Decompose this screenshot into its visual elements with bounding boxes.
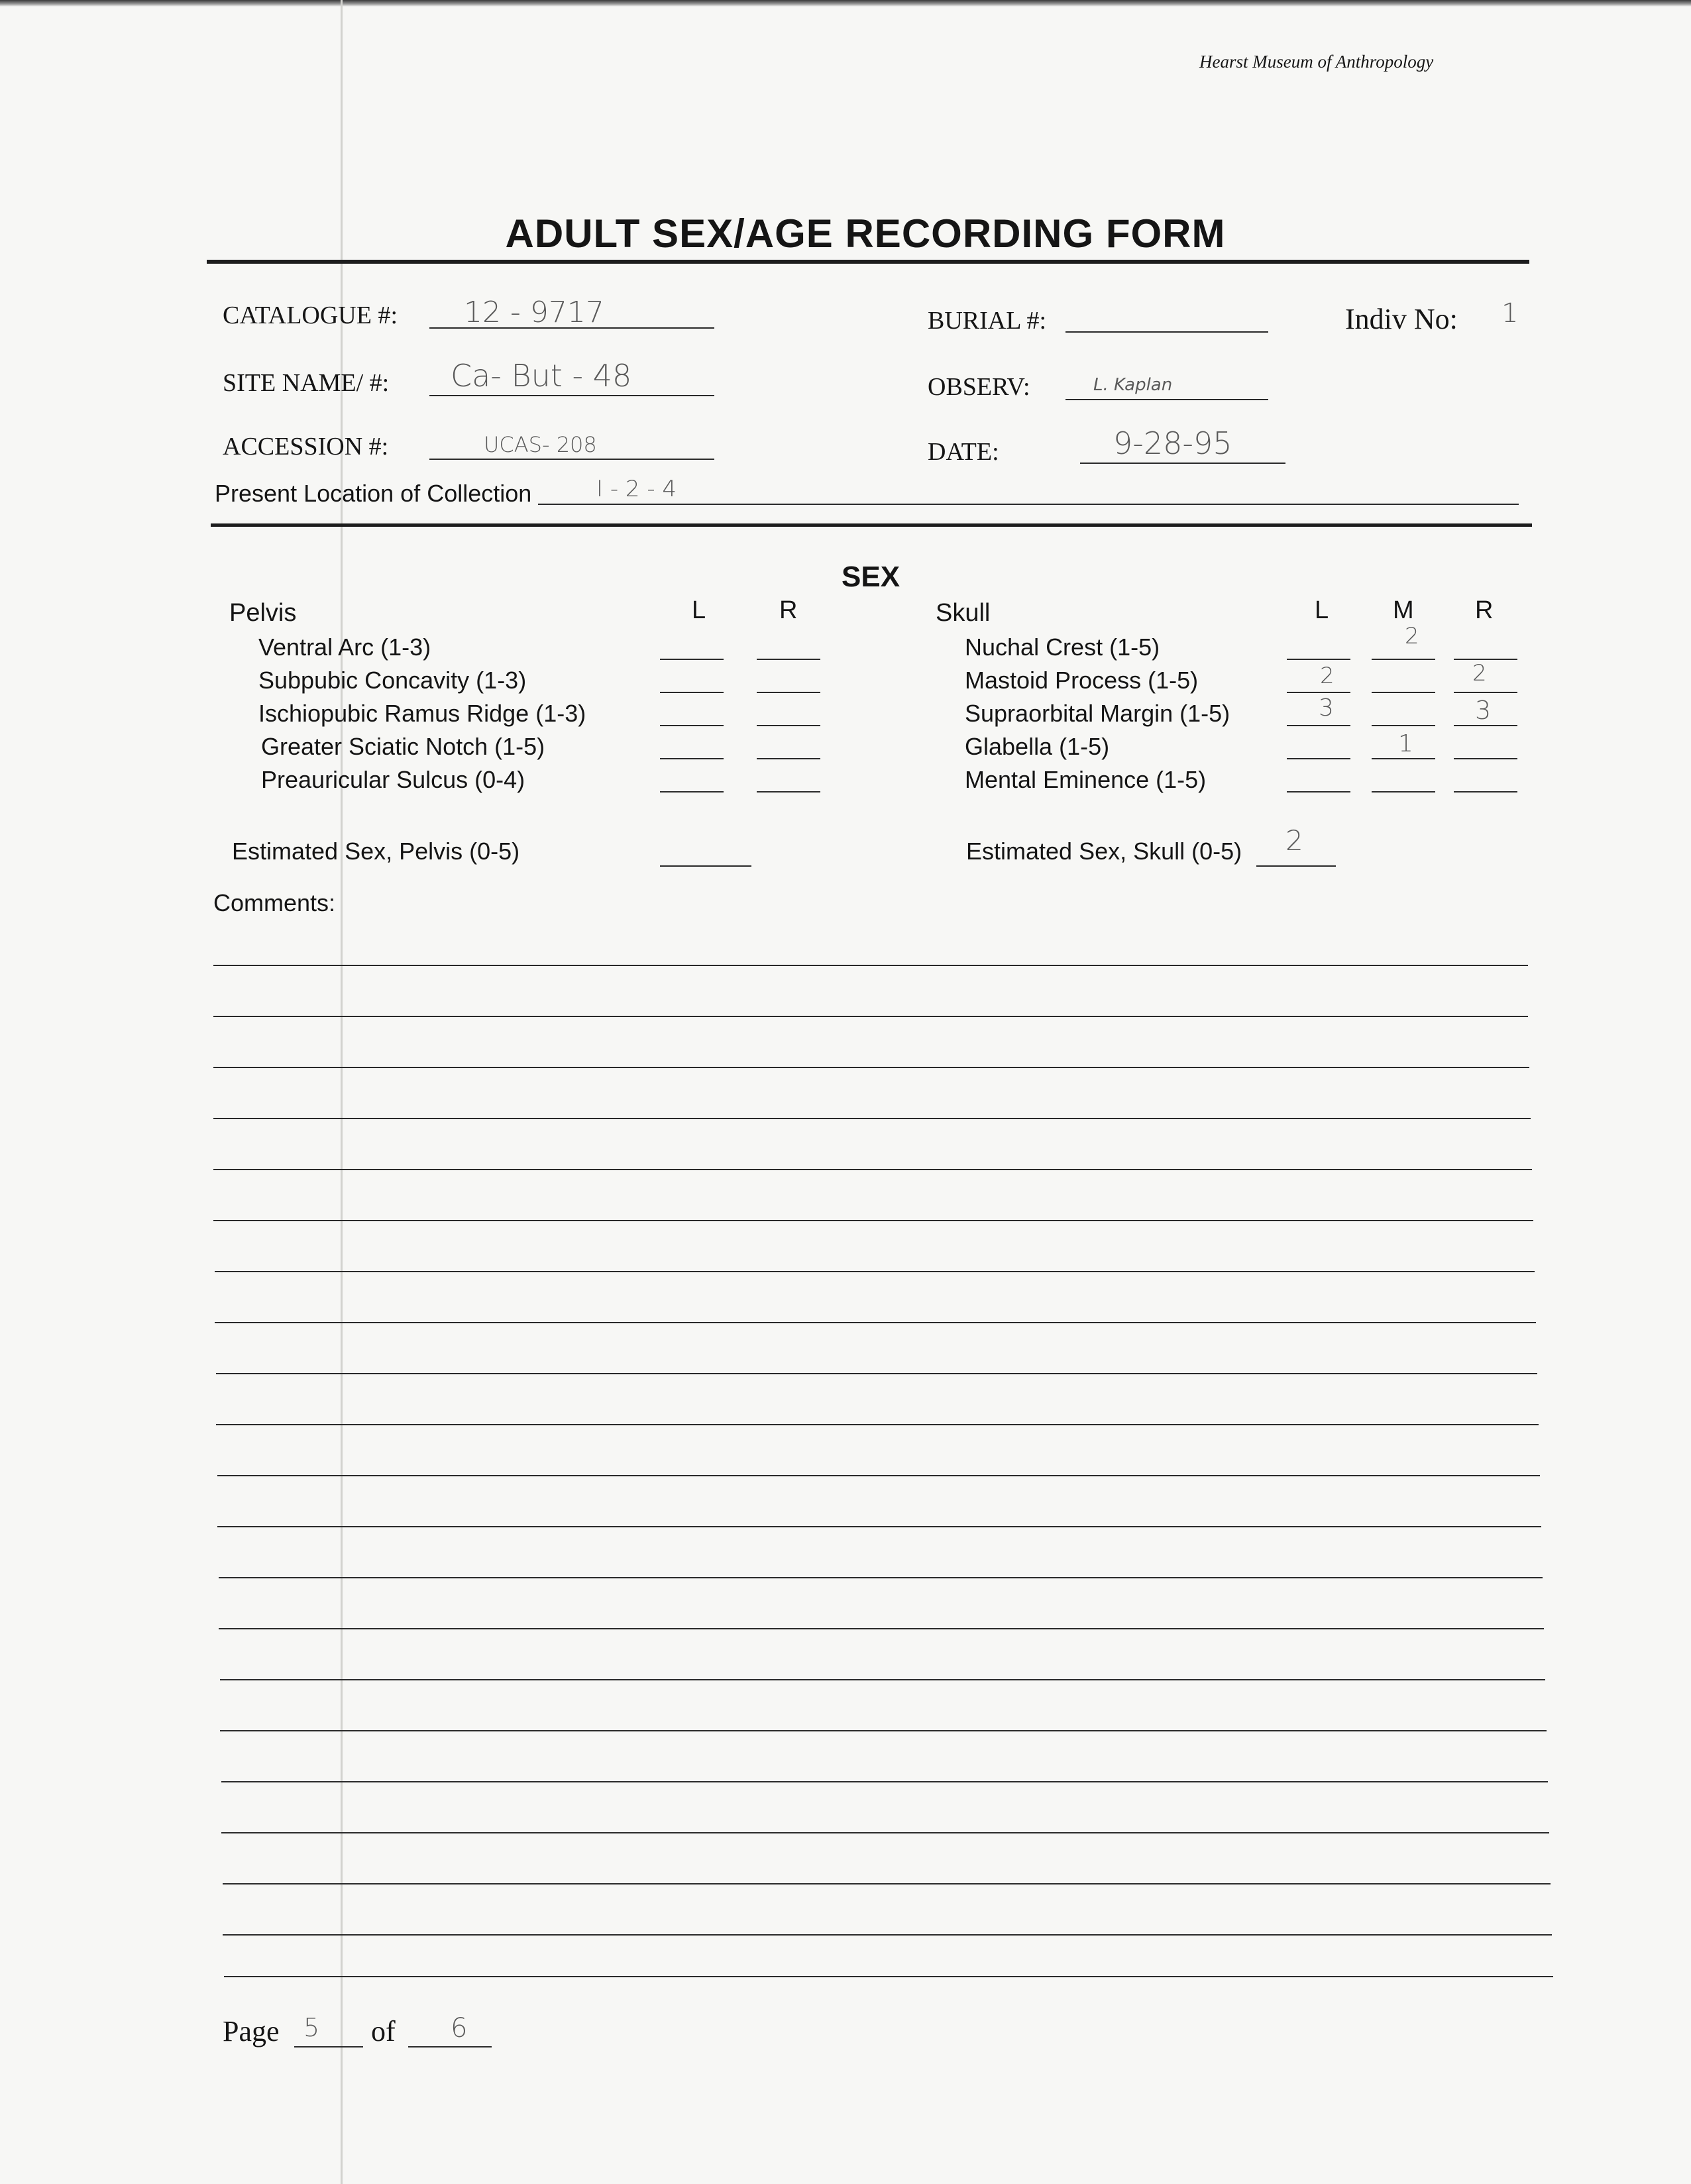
location-field-line xyxy=(538,504,1519,505)
skull-score-field[interactable] xyxy=(1287,692,1350,693)
burial-label: BURIAL #: xyxy=(928,307,1047,335)
comment-line[interactable] xyxy=(223,1934,1552,1936)
page-label: Page xyxy=(223,2015,280,2048)
supraorbital-r-value: 3 xyxy=(1475,696,1492,725)
accession-field[interactable]: UCAS- 208 xyxy=(484,432,597,457)
title-rule xyxy=(207,260,1529,264)
skull-score-field[interactable] xyxy=(1454,725,1517,726)
comment-line[interactable] xyxy=(216,1424,1539,1425)
indiv-label: Indiv No: xyxy=(1345,303,1458,335)
pelvis-score-field[interactable] xyxy=(660,758,724,759)
pelvis-score-field[interactable] xyxy=(757,758,820,759)
skull-col-l: L xyxy=(1315,596,1329,624)
comment-line[interactable] xyxy=(221,1832,1549,1833)
skull-score-field[interactable] xyxy=(1454,758,1517,759)
indiv-field[interactable]: 1 xyxy=(1501,298,1519,329)
estimated-sex-skull-field-line xyxy=(1256,865,1336,867)
pelvis-score-field[interactable] xyxy=(757,791,820,792)
trait-supraorbital-margin: Supraorbital Margin (1-5) xyxy=(965,700,1230,727)
trait-ischiopubic-ramus-ridge: Ischiopubic Ramus Ridge (1-3) xyxy=(258,700,586,727)
comment-line[interactable] xyxy=(213,1169,1532,1170)
trait-preauricular-sulcus: Preauricular Sulcus (0-4) xyxy=(261,766,525,793)
skull-label: Skull xyxy=(936,599,991,627)
observ-label: OBSERV: xyxy=(928,373,1030,401)
accession-field-line xyxy=(429,459,714,460)
pelvis-score-field[interactable] xyxy=(660,692,724,693)
mastoid-l-value: 2 xyxy=(1320,663,1335,689)
estimated-sex-pelvis-field[interactable] xyxy=(660,865,751,867)
location-label: Present Location of Collection xyxy=(215,480,532,507)
pelvis-score-field[interactable] xyxy=(660,791,724,792)
institution-name: Hearst Museum of Anthropology xyxy=(1199,52,1434,72)
skull-score-field[interactable] xyxy=(1372,758,1435,759)
trait-subpubic-concavity: Subpubic Concavity (1-3) xyxy=(258,667,527,694)
burial-field[interactable] xyxy=(1065,331,1268,333)
pelvis-col-l: L xyxy=(692,596,706,624)
pelvis-score-field[interactable] xyxy=(757,725,820,726)
comment-line[interactable] xyxy=(213,1067,1529,1068)
comment-line[interactable] xyxy=(223,1883,1551,1884)
comment-line[interactable] xyxy=(215,1271,1535,1272)
comment-line[interactable] xyxy=(217,1475,1540,1476)
observ-field[interactable]: L. Kaplan xyxy=(1093,375,1173,395)
location-field[interactable]: I - 2 - 4 xyxy=(596,476,677,502)
skull-score-field[interactable] xyxy=(1287,791,1350,792)
trait-mastoid-process: Mastoid Process (1-5) xyxy=(965,667,1199,694)
comment-line[interactable] xyxy=(213,1016,1528,1017)
pelvis-score-field[interactable] xyxy=(757,659,820,660)
skull-col-r: R xyxy=(1475,596,1494,624)
estimated-sex-skull-label: Estimated Sex, Skull (0-5) xyxy=(966,838,1242,865)
trait-greater-sciatic-notch: Greater Sciatic Notch (1-5) xyxy=(261,733,545,760)
of-label: of xyxy=(371,2015,396,2048)
comment-line[interactable] xyxy=(216,1373,1537,1374)
date-field[interactable]: 9-28-95 xyxy=(1113,425,1232,461)
accession-label: ACCESSION #: xyxy=(223,433,389,461)
header-rule xyxy=(211,523,1532,527)
comment-line[interactable] xyxy=(221,1781,1548,1782)
skull-score-field[interactable] xyxy=(1372,791,1435,792)
nuchal-crest-m-value: 2 xyxy=(1405,623,1419,649)
scan-top-edge xyxy=(0,0,1691,7)
page-number-field[interactable]: 5 xyxy=(303,2013,320,2042)
comment-line[interactable] xyxy=(213,965,1528,966)
supraorbital-l-value: 3 xyxy=(1319,694,1334,722)
mastoid-r-value: 2 xyxy=(1472,660,1487,686)
trait-ventral-arc: Ventral Arc (1-3) xyxy=(258,633,431,661)
comment-line[interactable] xyxy=(224,1976,1553,1977)
catalogue-label: CATALOGUE #: xyxy=(223,301,398,329)
trait-glabella: Glabella (1-5) xyxy=(965,733,1110,760)
skull-score-field[interactable] xyxy=(1454,791,1517,792)
comment-line[interactable] xyxy=(217,1526,1541,1527)
pelvis-label: Pelvis xyxy=(229,599,297,627)
pelvis-score-field[interactable] xyxy=(660,725,724,726)
site-field[interactable]: Ca- But - 48 xyxy=(451,358,632,394)
comment-line[interactable] xyxy=(220,1679,1545,1680)
skull-score-field[interactable] xyxy=(1454,692,1517,693)
trait-nuchal-crest: Nuchal Crest (1-5) xyxy=(965,633,1160,661)
comment-line[interactable] xyxy=(213,1220,1533,1221)
observ-field-line xyxy=(1065,399,1268,400)
page-number-line xyxy=(294,2046,363,2048)
page-total-line xyxy=(408,2046,492,2048)
pelvis-score-field[interactable] xyxy=(660,659,724,660)
comment-line[interactable] xyxy=(213,1118,1531,1119)
pelvis-score-field[interactable] xyxy=(757,692,820,693)
skull-score-field[interactable] xyxy=(1372,725,1435,726)
pelvis-col-r: R xyxy=(779,596,798,624)
skull-col-m: M xyxy=(1393,596,1414,624)
comment-line[interactable] xyxy=(220,1730,1547,1731)
estimated-sex-skull-field[interactable]: 2 xyxy=(1285,824,1303,857)
catalogue-field[interactable]: 12 - 9717 xyxy=(464,296,604,329)
skull-score-field[interactable] xyxy=(1287,725,1350,726)
site-field-line xyxy=(429,395,714,396)
date-label: DATE: xyxy=(928,438,999,466)
estimated-sex-pelvis-label: Estimated Sex, Pelvis (0-5) xyxy=(232,838,520,865)
skull-score-field[interactable] xyxy=(1372,659,1435,660)
skull-score-field[interactable] xyxy=(1372,692,1435,693)
comments-label: Comments: xyxy=(213,889,336,916)
skull-score-field[interactable] xyxy=(1287,659,1350,660)
page-total-field[interactable]: 6 xyxy=(451,2013,468,2044)
comment-line[interactable] xyxy=(219,1577,1543,1578)
skull-score-field[interactable] xyxy=(1287,758,1350,759)
form-title: ADULT SEX/AGE RECORDING FORM xyxy=(505,211,1226,256)
site-label: SITE NAME/ #: xyxy=(223,369,390,397)
trait-mental-eminence: Mental Eminence (1-5) xyxy=(965,766,1207,793)
glabella-m-value: 1 xyxy=(1398,730,1413,757)
comment-line[interactable] xyxy=(215,1322,1536,1323)
comment-line[interactable] xyxy=(219,1628,1544,1629)
date-field-line xyxy=(1080,463,1285,464)
sex-section-title: SEX xyxy=(842,561,900,593)
